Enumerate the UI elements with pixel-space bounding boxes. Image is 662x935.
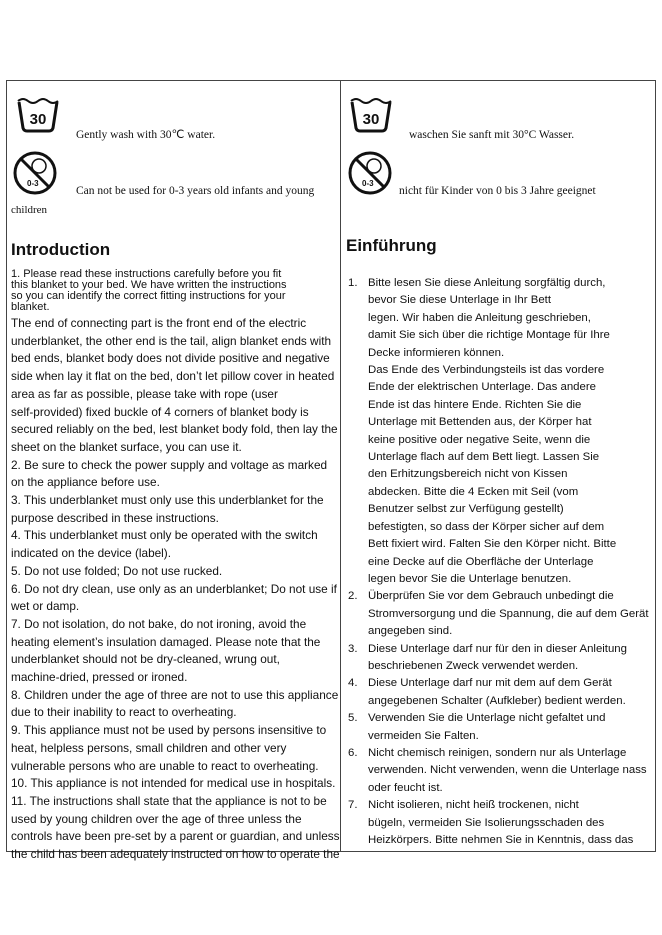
body-line: side when lay it flat on the bed, don’t let pillow cover in heated	[11, 369, 335, 384]
list-item-line: Stromversorgung und die Spannung, die auf dem Gerät	[368, 607, 649, 620]
list-item-line: Heizkörpers. Bitte nehmen Sie in Kenntnis, dass das	[368, 834, 634, 846]
list-item-line: Ende der elektrischen Unterlage. Das andere	[368, 381, 596, 394]
list-item-line: bügeln, vermeiden Sie Isolierungsschaden des	[368, 816, 605, 829]
body-line: 10. This appliance is not intended for medical use in hospitals.	[11, 776, 336, 791]
list-item-line: Diese Unterlage darf nur mit dem auf dem Gerät	[368, 677, 612, 690]
body-line: heat, helpless persons, small children and other very	[11, 740, 287, 755]
body-line: wet or damp.	[11, 599, 80, 614]
infant-warning-row-de	[347, 150, 596, 201]
list-item	[346, 710, 654, 745]
infant-warning-row	[12, 150, 314, 201]
list-item-line: Diese Unterlage darf nur für den in dieser Anleitung	[368, 642, 627, 655]
list-item-line: keine positive oder negative Seite, wenn die	[368, 433, 591, 446]
list-item-line: legen. Wir haben die Anleitung geschrieben,	[368, 311, 591, 324]
infant-warning-text: Can not be used for 0-3 years old infants and young	[76, 185, 315, 197]
svg-text:30: 30	[29, 111, 47, 128]
wash-text-de: waschen Sie sanft mit 30°C Wasser.	[409, 129, 575, 141]
list-item-line: Das Ende des Verbindungsteils ist das vordere	[368, 364, 605, 377]
list-item-line: Verwenden Sie die Unterlage nicht gefaltet und	[368, 712, 606, 725]
body-line: 8. Children under the age of three are not to use this appliance	[11, 687, 339, 702]
body-line: purpose described in these instructions.	[11, 510, 219, 525]
infant-warning-text-cont: children	[11, 204, 48, 216]
wash-instruction-row-de	[349, 94, 574, 139]
wash-text: Gently wash with 30℃ water.	[76, 129, 216, 141]
list-item-line: angegebenen Schalter (Aufkleber) bedient werden.	[368, 694, 626, 707]
body-line: self-provided) fixed buckle of 4 corners of blanket body is	[11, 404, 309, 419]
wash-instruction-row	[16, 94, 215, 139]
body-line: underblanket should not be dry-cleaned, wrung out,	[11, 652, 280, 667]
body-line: heating element’s insulation damaged. Please note that the	[11, 634, 321, 649]
svg-text:0-3: 0-3	[27, 179, 39, 188]
body-line: 2. Be sure to check the power supply and voltage as marked	[11, 457, 328, 472]
intro-list-de	[346, 275, 654, 849]
infant-warning-text-de: nicht für Kinder von 0 bis 3 Jahre geeignet	[399, 185, 596, 197]
no-infant-icon	[347, 150, 393, 201]
body-line: 5. Do not use folded; Do not use rucked.	[11, 563, 223, 578]
list-item-line: vermeiden Sie Falten.	[368, 729, 479, 742]
intro-item1-en	[11, 269, 336, 313]
intro-item1-line: blanket.	[11, 301, 50, 313]
list-item-line: Benutzer selbst zur Verfügung gestellt)	[368, 503, 564, 516]
list-item	[346, 797, 654, 849]
list-item-number: 1.	[348, 277, 358, 289]
intro-item1-line: this blanket to your bed. We have written the instructions	[11, 279, 287, 291]
body-line: bed ends, blanket body does not divide positive and negative	[11, 351, 330, 366]
list-item-number: 2.	[348, 590, 358, 603]
list-item-line: eine Decke auf die Oberfläche der Unterlage	[368, 555, 594, 568]
list-item-line: Bitte lesen Sie diese Anleitung sorgfältig durch,	[368, 277, 606, 289]
body-line: The end of connecting part is the front end of the electric	[11, 316, 307, 330]
intro-heading-en: Introduction	[11, 240, 111, 259]
list-item-line: bevor Sie diese Unterlage in Ihr Bett	[368, 294, 551, 307]
list-item-line: Überprüfen Sie vor dem Gebrauch unbedingt die	[368, 590, 614, 603]
body-line: controls have been pre-set by a parent or guardian, and unless	[11, 829, 340, 844]
body-line: underblanket, the other end is the tail, align blanket ends with	[11, 333, 332, 348]
body-line: used by young children over the age of three unless the	[11, 811, 302, 826]
list-item	[346, 675, 654, 710]
body-line: sheet on the blanket surface, you can use it.	[11, 439, 242, 454]
body-line: 7. Do not isolation, do not bake, do not ironing, avoid the	[11, 616, 307, 631]
list-item	[346, 745, 654, 797]
english-column	[8, 80, 340, 862]
list-item-number: 7.	[348, 799, 358, 812]
body-line: 11. The instructions shall state that the appliance is not to be	[11, 793, 327, 808]
list-item-line: Unterlage flach auf dem Bett liegt. Lassen Sie	[368, 451, 600, 464]
intro-heading-de: Einführung	[346, 236, 437, 255]
body-line: 9. This appliance must not be used by persons insensitive to	[11, 723, 327, 738]
body-line: 4. This underblanket must only be operated with the switch	[11, 528, 318, 543]
intro-item1-line: 1. Please read these instructions carefully before you fit	[11, 268, 282, 280]
svg-text:0-3: 0-3	[362, 179, 374, 188]
list-item-number: 4.	[348, 677, 358, 690]
list-item	[346, 641, 654, 676]
list-item-line: Nicht isolieren, nicht heiß trockenen, nicht	[368, 799, 579, 812]
list-item-line: Ende ist das hintere Ende. Richten Sie die	[368, 398, 582, 411]
body-line: 3. This underblanket must only use this underblanket for the	[11, 493, 324, 508]
intro-body-en	[11, 315, 341, 864]
list-item	[346, 588, 654, 640]
list-item-line: befestigten, so dass der Körper sicher auf dem	[368, 520, 605, 533]
list-item-line: abdecken. Bitte die 4 Ecken mit Seil (vom	[368, 485, 579, 498]
body-line: on the appliance before use.	[11, 475, 160, 490]
list-item-line: Bett fixiert wird. Falten Sie den Körper nicht. Bitte	[368, 538, 617, 551]
list-item-line: damit Sie sich über die richtige Montage für Ihre	[368, 329, 610, 342]
body-line: vulnerable persons who are unable to react to overheating.	[11, 758, 319, 773]
body-line: 6. Do not dry clean, use only as an underblanket; Do not use if	[11, 581, 337, 596]
list-item-number: 3.	[348, 642, 358, 655]
body-line: due to their inability to react to overheating.	[11, 705, 237, 720]
list-item-line: verwenden. Nicht verwenden, wenn die Unterlage nass	[368, 764, 647, 777]
body-line: secured reliably on the bed, lest blanket body fold, then lay the	[11, 422, 338, 437]
list-item-line: Decke informieren können.	[368, 346, 505, 359]
list-item-line: beschriebenen Zweck verwendet werden.	[368, 659, 579, 672]
wash-30-icon	[349, 94, 393, 139]
intro-item1-line: so you can identify the correct fitting instructions for your	[11, 290, 286, 302]
list-item-number: 6.	[348, 746, 358, 759]
list-item-number: 5.	[348, 712, 358, 725]
list-item-line: Nicht chemisch reinigen, sondern nur als Unterlage	[368, 746, 627, 759]
no-infant-icon	[12, 150, 58, 201]
body-line: the child has been adequately instructed on how to operate the	[11, 847, 340, 862]
list-item-line: den Erhitzungsbereich nicht von Kissen	[368, 468, 568, 481]
german-column	[343, 80, 655, 852]
svg-text:30: 30	[362, 111, 380, 128]
list-item-line: angegeben sind.	[368, 625, 453, 638]
list-item-line: legen bevor Sie die Unterlage benutzen.	[368, 572, 572, 585]
list-item-line: Unterlage mit Bettenden aus, der Körper hat	[368, 416, 592, 429]
list-item	[346, 275, 654, 588]
wash-30-icon	[16, 94, 60, 139]
body-line: indicated on the device (label).	[11, 546, 172, 561]
list-item-line: oder feucht ist.	[368, 781, 443, 794]
body-line: machine-dried, pressed or ironed.	[11, 670, 188, 685]
body-line: area as far as possible, please take with rope (user	[11, 386, 278, 401]
